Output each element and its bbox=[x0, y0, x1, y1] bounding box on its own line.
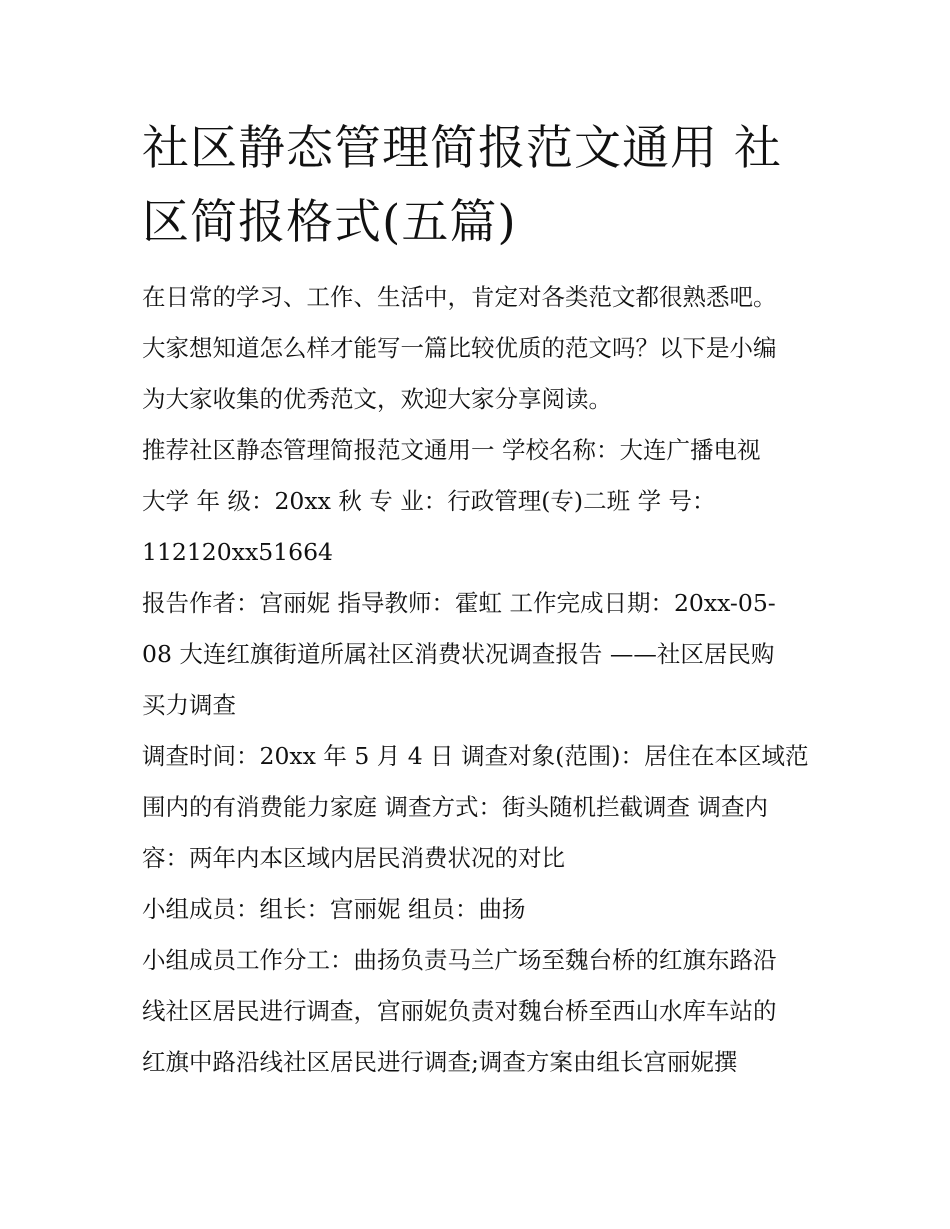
text-line: 08 大连红旗街道所属社区消费状况调查报告 ——社区居民购 bbox=[142, 640, 775, 668]
division-of-work-paragraph bbox=[142, 935, 822, 1088]
author-info-paragraph bbox=[142, 578, 822, 731]
text-line: 线社区居民进行调查，宫丽妮负责对魏台桥至西山水库车站的 bbox=[142, 997, 777, 1025]
title-line: 区简报格式(五篇) bbox=[142, 195, 517, 250]
document-title bbox=[142, 112, 822, 260]
text-line: 在日常的学习、工作、生活中，肯定对各类范文都很熟悉吧。 bbox=[142, 283, 777, 311]
title-line: 社区静态管理简报范文通用 社 bbox=[142, 121, 782, 176]
text-line: 小组成员工作分工：曲扬负责马兰广场至魏台桥的红旗东路沿 bbox=[142, 946, 777, 974]
text-line: 容：两年内本区域内居民消费状况的对比 bbox=[142, 844, 565, 872]
school-info-paragraph bbox=[142, 425, 822, 578]
text-line: 围内的有消费能力家庭 调查方式：街头随机拦截调查 调查内 bbox=[142, 793, 768, 821]
text-line: 买力调查 bbox=[142, 691, 236, 719]
document-body bbox=[142, 272, 822, 1088]
intro-paragraph bbox=[142, 272, 822, 425]
text-line: 推荐社区静态管理简报范文通用一 学校名称：大连广播电视 bbox=[142, 436, 761, 464]
group-members-paragraph bbox=[142, 884, 822, 935]
text-line: 报告作者：宫丽妮 指导教师：霍虹 工作完成日期：20xx-05- bbox=[142, 589, 776, 617]
text-line: 大学 年 级：20xx 秋 专 业：行政管理(专)二班 学 号： bbox=[142, 487, 716, 515]
text-line: 调查时间：20xx 年 5 月 4 日 调查对象(范围)：居住在本区域范 bbox=[142, 742, 809, 770]
text-line: 大家想知道怎么样才能写一篇比较优质的范文吗？以下是小编 bbox=[142, 334, 777, 362]
text-line: 112120xx51664 bbox=[142, 538, 333, 566]
text-line: 为大家收集的优秀范文，欢迎大家分享阅读。 bbox=[142, 385, 612, 413]
text-line: 红旗中路沿线社区居民进行调查;调查方案由组长宫丽妮撰 bbox=[142, 1048, 738, 1076]
survey-info-paragraph bbox=[142, 731, 822, 884]
text-line: 小组成员：组长：宫丽妮 组员：曲扬 bbox=[142, 895, 526, 923]
document-page bbox=[142, 112, 822, 1088]
